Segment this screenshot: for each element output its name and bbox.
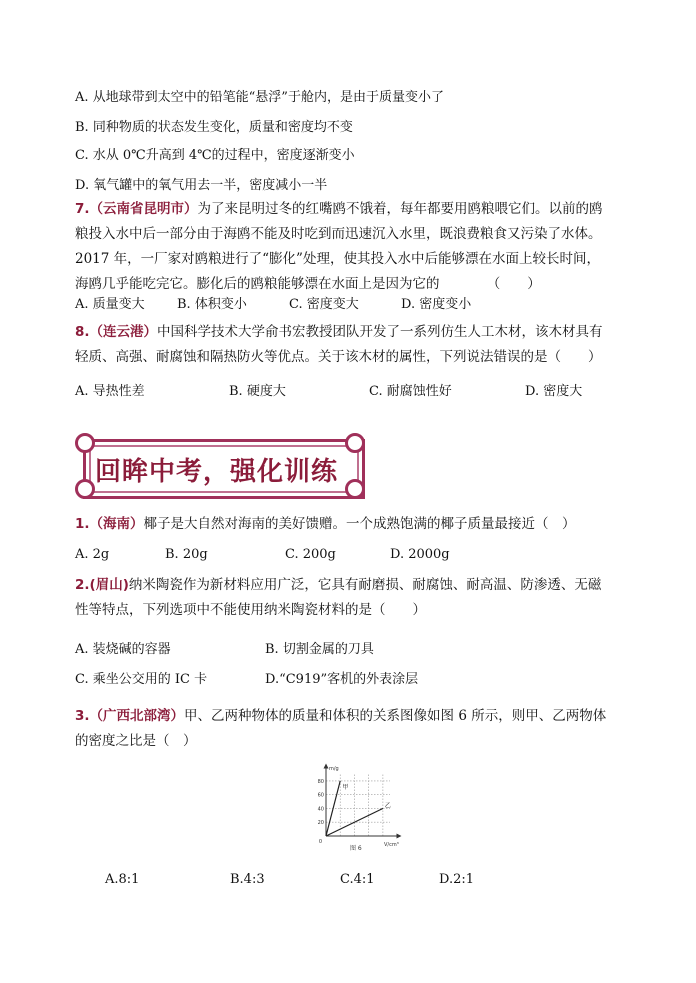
q7-option-d: D. 密度变小 bbox=[401, 297, 472, 312]
r3-source: （广西北部湾） bbox=[89, 708, 185, 724]
y-tick-label: 0 bbox=[318, 839, 322, 845]
q7-option-b: B. 体积变小 bbox=[177, 297, 247, 312]
q7-text-3: 2017 年，一厂家对鸥粮进行了“膨化”处理，使其投入水中后能够漂在水面上较长时间， bbox=[75, 251, 600, 267]
r2-option-b: B. 切割金属的刀具 bbox=[265, 642, 374, 657]
section-banner bbox=[75, 433, 365, 499]
r3-text-2: 的密度之比是（ ） bbox=[75, 733, 197, 749]
r3-option-d: D.2:1 bbox=[439, 872, 475, 887]
q8-option-b: B. 硬度大 bbox=[229, 384, 286, 399]
q6-option-d: D. 氧气罐中的氧气用去一半，密度减小一半 bbox=[75, 178, 328, 193]
q8-source: （连云港） bbox=[89, 324, 158, 340]
r1-number: 1. bbox=[75, 516, 90, 532]
q7-stem bbox=[75, 197, 620, 297]
figure-6 bbox=[304, 760, 404, 856]
q6-option-b: B. 同种物质的状态发生变化，质量和密度均不变 bbox=[75, 120, 353, 135]
r2-number: 2. bbox=[75, 577, 90, 593]
r1-option-a: A. 2g bbox=[75, 547, 110, 562]
q7-number: 7. bbox=[75, 201, 90, 217]
q7-source: （云南省昆明市） bbox=[89, 201, 198, 217]
r2-text-2: 性等特点，下列选项中不能使用纳米陶瓷材料的是（ ） bbox=[75, 602, 426, 618]
q7-option-a: A. 质量变大 bbox=[75, 297, 145, 312]
r1-text: 椰子是大自然对海南的美好馈赠。一个成熟饱满的椰子质量最接近（ ） bbox=[143, 516, 576, 532]
q8-option-d: D. 密度大 bbox=[525, 384, 583, 399]
r1-source: （海南） bbox=[89, 516, 144, 532]
q6-option-c: C. 水从 0℃升高到 4℃的过程中，密度逐渐变小 bbox=[75, 148, 355, 163]
r2-source: (眉山) bbox=[89, 577, 129, 593]
r2-stem bbox=[75, 573, 620, 623]
q7-text-2: 粮投入水中后一部分由于海鸥不能及时吃到而迅速沉入水里，既浪费粮食又污染了水体。 bbox=[75, 226, 602, 242]
r3-stem bbox=[75, 704, 620, 754]
r3-option-a: A.8:1 bbox=[105, 872, 140, 887]
r3-number: 3. bbox=[75, 708, 90, 724]
r3-option-b: B.4:3 bbox=[230, 872, 265, 887]
q8-text-1: 中国科学技术大学俞书宏教授团队开发了一系列仿生人工木材，该木材具有 bbox=[157, 324, 603, 340]
q8-option-a: A. 导热性差 bbox=[75, 384, 145, 399]
r1-stem bbox=[75, 512, 620, 537]
banner-scroll-curl-left-icon bbox=[75, 433, 95, 453]
figure-caption: 图 6 bbox=[350, 845, 362, 852]
mass-volume-chart bbox=[304, 760, 404, 856]
y-tick-label: 60 bbox=[317, 792, 324, 799]
q7-text-1: 为了来昆明过冬的红嘴鸥不饿着，每年都要用鸥粮喂它们。以前的鸥 bbox=[197, 201, 603, 217]
y-tick-label: 80 bbox=[317, 778, 324, 785]
r2-option-d: D.“C919”客机的外表涂层 bbox=[265, 672, 419, 687]
q8-option-c: C. 耐腐蚀性好 bbox=[369, 384, 452, 399]
x-axis-label: V/cm³ bbox=[384, 842, 399, 848]
r1-option-c: C. 200g bbox=[285, 547, 336, 562]
section-title: 回眸中考，强化训练 bbox=[95, 457, 339, 487]
banner-scroll-curl-bottom-left-icon bbox=[75, 479, 95, 499]
q8-number: 8. bbox=[75, 324, 90, 340]
r1-option-b: B. 20g bbox=[165, 547, 208, 562]
banner-scroll-curl-right-icon bbox=[345, 433, 365, 453]
series-label-1: 甲 bbox=[342, 783, 349, 791]
q6-option-a: A. 从地球带到太空中的铅笔能“悬浮”于舱内，是由于质量变小了 bbox=[75, 90, 444, 105]
q8-stem bbox=[75, 320, 620, 370]
q7-option-c: C. 密度变大 bbox=[289, 297, 359, 312]
y-tick-label: 20 bbox=[317, 820, 324, 827]
r3-option-c: C.4:1 bbox=[340, 872, 375, 887]
q8-text-2: 轻质、高强、耐腐蚀和隔热防火等优点。关于该木材的属性，下列说法错误的是（ ） bbox=[75, 349, 602, 365]
q7-text-4: 海鸥几乎能吃完它。膨化后的鸥粮能够漂在水面上是因为它的 （ ） bbox=[75, 276, 541, 292]
r2-text-1: 纳米陶瓷作为新材料应用广泛，它具有耐磨损、耐腐蚀、耐高温、防渗透、无磁 bbox=[128, 577, 602, 593]
series-label-2: 乙 bbox=[384, 802, 391, 810]
r1-option-d: D. 2000g bbox=[390, 547, 450, 562]
r2-option-a: A. 装烧碱的容器 bbox=[75, 642, 171, 657]
r3-text-1: 甲、乙两种物体的质量和体积的关系图像如图 6 所示，则甲、乙两物体 bbox=[184, 708, 607, 724]
banner-scroll-curl-bottom-right-icon bbox=[345, 479, 365, 499]
r2-option-c: C. 乘坐公交用的 IC 卡 bbox=[75, 672, 208, 687]
y-axis-label: m/g bbox=[329, 766, 339, 772]
y-tick-label: 40 bbox=[317, 806, 324, 813]
